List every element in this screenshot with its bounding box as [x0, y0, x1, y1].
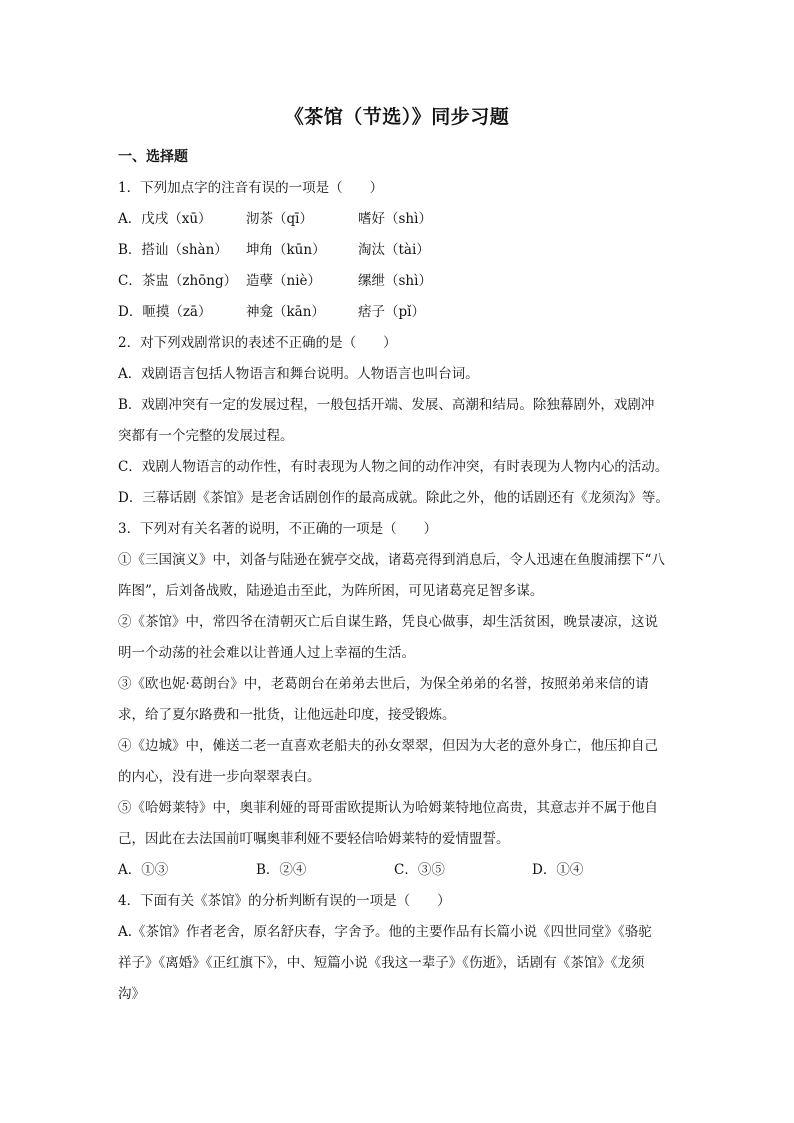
text-line: A.《茶馆》作者老舍，原名舒庆春，字舍予。他的主要作品有长篇小说《四世同堂》《骆驼 [118, 924, 652, 940]
document-body [118, 142, 678, 1010]
text-line: ④《边城》中，傩送二老一直喜欢老船夫的孙女翠翠，但因为大老的意外身亡，他压抑自己 [118, 738, 658, 754]
question-1-option-b [118, 235, 678, 266]
question-1-option-a [118, 204, 678, 235]
option-cell: 痞子（pǐ） [358, 304, 425, 320]
text-line: 沟》 [118, 986, 145, 1002]
option-cell: 嗜好（shì） [358, 211, 432, 227]
text-line: C．戏剧人物语言的动作性，有时表现为人物之间的动作冲突，有时表现为人物内心的活动。 [118, 459, 669, 475]
answer-option-d: D．①④ [532, 862, 584, 878]
text-line: 的内心，没有进一步向翠翠表白。 [118, 769, 321, 785]
question-1-option-d [118, 297, 678, 328]
option-cell: 缧绁（shì） [358, 273, 432, 289]
text-line: ②《茶馆》中，常四爷在清朝灭亡后自谋生路，凭良心做事，却生活贫困，晚景凄凉，这说 [118, 614, 658, 630]
answer-option-b: B．②④ [256, 862, 307, 878]
option-cell: A．戊戌（xū） [118, 211, 212, 227]
option-cell: 坤角（kūn） [246, 242, 326, 258]
option-cell: D．咂摸（zā） [118, 304, 212, 320]
text-line: D．三幕话剧《茶馆》是老舍话剧创作的最高成就。除此之外，他的话剧还有《龙须沟》等。 [118, 490, 669, 506]
text-line: 己，因此在去法国前叮嘱奥菲利娅不要轻信哈姆莱特的爱情盟誓。 [118, 831, 510, 847]
option-cell: C．茶盅（zhōng） [118, 273, 238, 289]
text-line: B．戏剧冲突有一定的发展过程，一般包括开端、发展、高潮和结局。除独幕剧外，戏剧冲 [118, 397, 655, 413]
text-line: ⑤《哈姆莱特》中，奥菲利娅的哥哥雷欧提斯认为哈姆莱特地位高贵，其意志并不属于他自 [118, 800, 658, 816]
option-cell: 神龛（kān） [246, 304, 325, 320]
option-cell: B．搭讪（shàn） [118, 242, 228, 258]
question-1-stem: 1．下列加点字的注音有误的一项是（ ） [118, 180, 384, 196]
answer-option-c: C．③⑤ [394, 862, 445, 878]
text-line: 明一个动荡的社会难以让普通人过上幸福的生活。 [118, 645, 415, 661]
question-1-option-c [118, 266, 678, 297]
option-cell: 淘汰（tài） [358, 242, 430, 258]
text-line: 祥子》《离婚》《正红旗下》，中、短篇小说《我这一辈子》《伤逝》，话剧有《茶馆》《龙须 [118, 955, 645, 971]
page-title: 《茶馆（节选）》同步习题 [284, 106, 510, 128]
text-line: ①《三国演义》中，刘备与陆逊在猇亭交战，诸葛亮得到消息后，令人迅速在鱼腹浦摆下“八 [118, 552, 665, 568]
text-line: 突都有一个完整的发展过程。 [118, 428, 294, 444]
question-4-stem: 4．下面有关《茶馆》的分析判断有误的一项是（ ） [118, 893, 451, 909]
question-3-stem: 3．下列对有关名著的说明，不正确的一项是（ ） [118, 521, 438, 537]
question-2-stem: 2．对下列戏剧常识的表述不正确的是（ ） [118, 335, 397, 351]
answer-option-a: A．①③ [118, 862, 169, 878]
text-line: 阵图”，后刘备战败，陆逊追击至此，为阵所困，可见诸葛亮足智多谋。 [118, 583, 544, 599]
option-cell: 沏茶（qī） [246, 211, 313, 227]
text-line: A．戏剧语言包括人物语言和舞台说明。人物语言也叫台词。 [118, 366, 479, 382]
option-cell: 造孽（niè） [246, 273, 322, 289]
text-line: 求，给了夏尔路费和一批货，让他远赴印度，接受锻炼。 [118, 707, 456, 723]
question-3-answers [118, 855, 678, 886]
text-line: ③《欧也妮·葛朗台》中，老葛朗台在弟弟去世后，为保全弟弟的名誉，按照弟弟来信的请 [118, 676, 649, 692]
section-heading: 一、选择题 [118, 149, 188, 165]
